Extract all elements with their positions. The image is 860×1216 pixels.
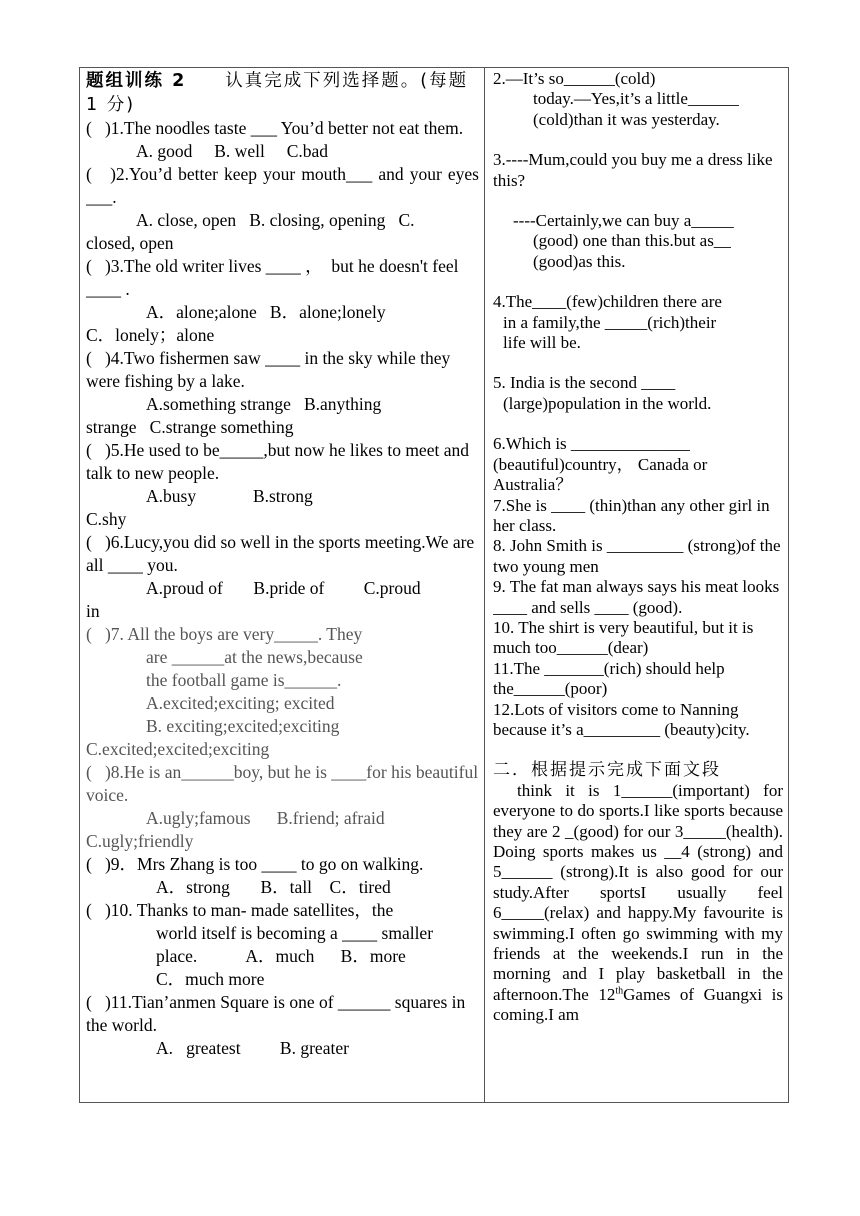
fill-11: 11.The _______(rich) should help the______(poor) [493, 658, 725, 699]
question-9-options: A．strong B．tall C．tired [156, 877, 391, 897]
spacer [493, 191, 783, 211]
spacer [493, 353, 783, 373]
fill-6: 6.Which is ______________ (beautiful)country， Canada or Australia？ [493, 434, 708, 495]
question-3: ( )3.The old writer lives ____ ， but he doesn't feel ____ . [86, 256, 459, 299]
question-1-options: A. good B. well C.bad [136, 141, 329, 161]
question-8-options-cont: C.ugly;friendly [86, 831, 194, 851]
question-9: ( )9．Mrs Zhang is too ____ to go on walking. [86, 854, 424, 874]
spacer [493, 740, 783, 760]
question-7: ( )7. All the boys are very_____. They [86, 624, 363, 644]
question-6: ( )6.Lucy,you did so well in the sports meeting.We are all ____ you. [86, 532, 475, 575]
right-column [493, 69, 783, 1099]
fill-4-line-3: life will be. [503, 333, 581, 353]
question-6-options: A.proud of B.pride of C.proud [146, 578, 421, 598]
section-2-heading: 二．根据提示完成下面文段 [493, 760, 721, 781]
fill-3-line-3: (good) one than this.but as__ [533, 231, 731, 251]
question-7-option-b: B. exciting;excited;exciting [146, 716, 340, 736]
question-11: ( )11.Tian’anmen Square is one of ______ squares in the world. [86, 992, 466, 1035]
question-2: ( )2.You’d better keep your mouth___ and your eyes ___. [86, 164, 479, 207]
question-7-line-3: the football game is______. [146, 670, 342, 690]
passage-text: think it is 1______(important) for everyone to do sports.I like sports because they are 2 _(good) for our 3_____(health). Doing sports makes us __4 (strong) and 5______ (strong).It is also good for our study.After sportsI usually feel 6_____(relax) and happy.My favourite is swimming.I often go swimming with my friends at the weekends.I run in the morning and I play basketball in the afternoon.The 12 [493, 780, 783, 1004]
fill-9: 9. The fat man always says his meat looks ____ and sells ____ (good). [493, 577, 780, 617]
fill-5-line-1: 5. India is the second ____ [493, 373, 676, 393]
fill-3-line-2: ----Certainly,we can buy a_____ [513, 211, 734, 231]
question-11-options: A. greatest B. greater [156, 1038, 349, 1058]
fill-12: 12.Lots of visitors come to Nanning because it’s a_________ (beauty)city. [493, 699, 750, 739]
fill-4-line-1: 4.The____(few)children there are [493, 292, 722, 312]
question-10: ( )10. Thanks to man- made satellites，the [86, 900, 394, 920]
fill-10: 10. The shirt is very beautiful, but it is much too______(dear) [493, 617, 754, 658]
question-2-options-cont: closed, open [86, 233, 174, 253]
left-column [86, 69, 479, 1099]
question-4-options: A.something strange B.anything [146, 394, 382, 414]
question-7-option-a: A.excited;exciting; excited [146, 693, 335, 713]
passage [493, 781, 783, 1026]
fill-4-line-2: in a family,the _____(rich)their [503, 312, 717, 332]
question-1: ( )1.The noodles taste ___ You’d better not eat them. [86, 118, 464, 138]
fill-3-line-1: 3.----Mum,could you buy me a dress like this? [493, 150, 773, 190]
fill-7: 7.She is ____ (thin)than any other girl in her class. [493, 495, 770, 535]
question-5: ( )5.He used to be_____,but now he likes to meet and talk to new people. [86, 440, 469, 483]
fill-8: 8. John Smith is _________ (strong)of the two young men [493, 536, 781, 576]
spacer [493, 272, 783, 292]
question-10-line-4: C．much more [156, 969, 265, 989]
question-5-options-cont: C.shy [86, 509, 127, 529]
question-6-options-cont: in [86, 601, 100, 621]
fill-5-line-2: (large)population in the world. [503, 393, 712, 413]
question-4: ( )4.Two fishermen saw ____ in the sky while they were fishing by a lake. [86, 348, 451, 391]
question-7-option-c: C.excited;excited;exciting [86, 739, 270, 759]
question-5-options: A.busy B.strong [146, 486, 313, 506]
question-2-options: A. close, open B. closing, opening C. [136, 210, 415, 230]
section-title-instructions: 认真完成下列选择题。(每题 1 分) [86, 71, 469, 115]
passage-superscript: th [615, 985, 624, 997]
question-7-line-2: are ______at the news,because [146, 647, 363, 667]
fill-2-line-3: (cold)than it was yesterday. [533, 109, 720, 129]
question-3-options-cont: C．lonely；alone [86, 325, 215, 345]
question-8: ( )8.He is an______boy, but he is ____for his beautiful voice. [86, 762, 479, 805]
question-3-options: A．alone;alone B．alone;lonely [146, 302, 386, 322]
spacer [493, 130, 783, 150]
column-divider [484, 67, 485, 1103]
section-title [86, 69, 479, 117]
passage-text-end: Games of Guangxi is coming.I am [493, 984, 783, 1025]
question-8-options: A.ugly;famous B.friend; afraid [146, 808, 385, 828]
question-10-line-3: place. A．much B．more [156, 946, 406, 966]
question-4-options-cont: strange C.strange something [86, 417, 294, 437]
fill-2-line-2: today.—Yes,it’s a little______ [533, 89, 739, 109]
fill-2-line-1: 2.—It’s so______(cold) [493, 69, 656, 88]
spacer [493, 414, 783, 434]
question-10-line-2: world itself is becoming a ____ smaller [156, 923, 434, 943]
section-title-bold: 题组训练 2 [86, 71, 187, 91]
fill-3-line-4: (good)as this. [533, 251, 626, 271]
